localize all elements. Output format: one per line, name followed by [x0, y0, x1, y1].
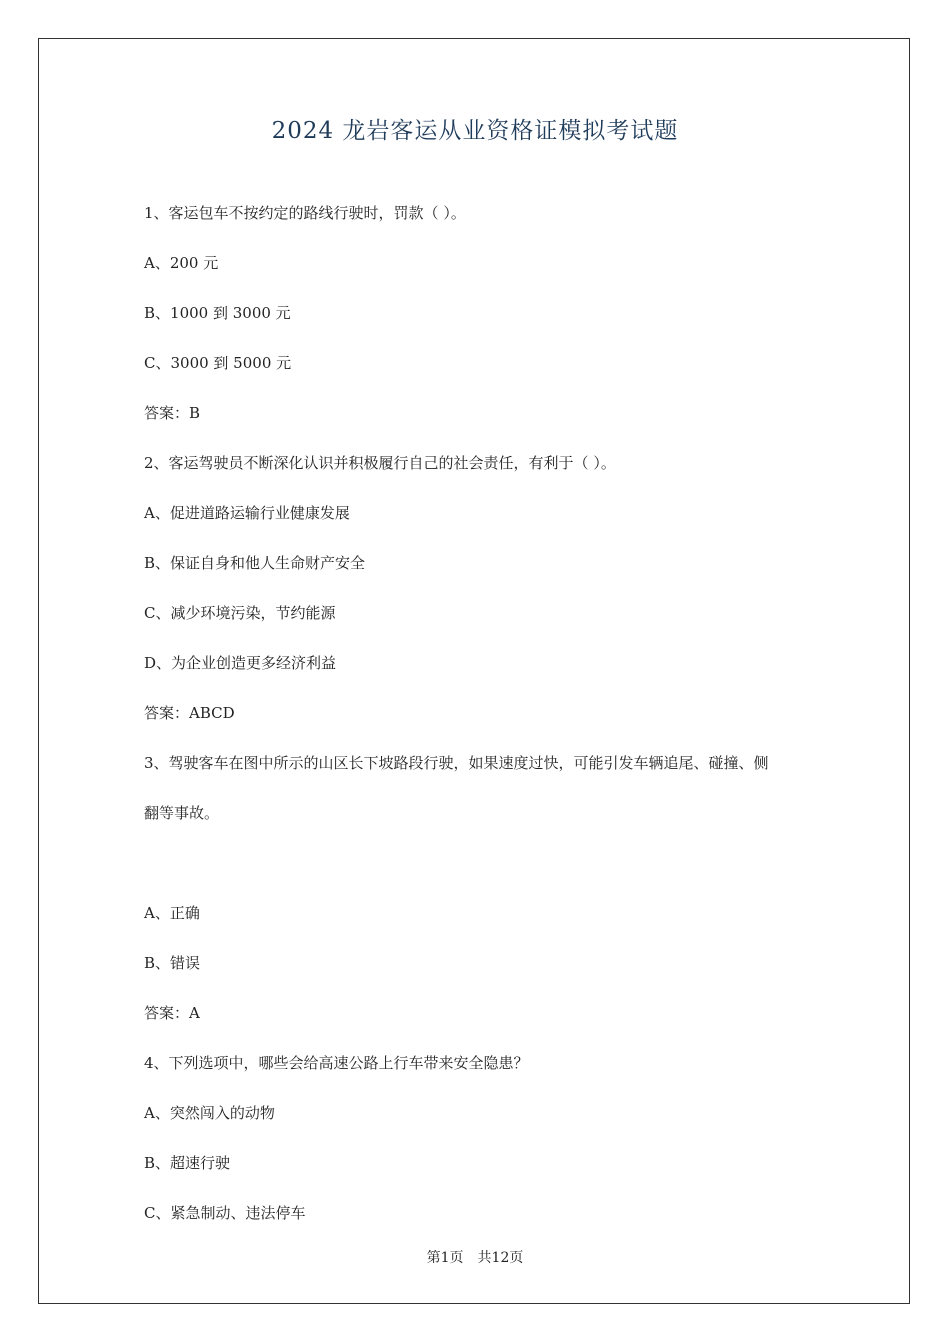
document-title: 2024 龙岩客运从业资格证模拟考试题	[271, 118, 679, 144]
question-2-stem: 2、客运驾驶员不断深化认识并积极履行自己的社会责任，有利于（ ）。	[144, 454, 616, 472]
question-1-option-a: A、200 元	[144, 254, 219, 272]
question-3-answer: 答案：A	[144, 1004, 200, 1022]
question-1-option-c: C、3000 到 5000 元	[144, 354, 292, 372]
question-4-option-c: C、紧急制动、违法停车	[144, 1204, 306, 1222]
question-3-image-placeholder	[144, 851, 824, 901]
question-4-option-a: A、突然闯入的动物	[144, 1104, 275, 1122]
question-1-answer: 答案：B	[144, 404, 201, 422]
question-3-option-b: B、错误	[144, 954, 201, 972]
question-1-option-b: B、1000 到 3000 元	[144, 304, 291, 322]
question-4-option-b: B、超速行驶	[144, 1154, 231, 1172]
question-3-option-a: A、正确	[144, 904, 200, 922]
question-3-stem	[144, 751, 824, 825]
question-2-option-c: C、减少环境污染，节约能源	[144, 604, 336, 622]
question-2-option-b: B、保证自身和他人生命财产安全	[144, 554, 366, 572]
question-2-option-a: A、促进道路运输行业健康发展	[144, 504, 350, 522]
question-2-option-d: D、为企业创造更多经济利益	[144, 654, 337, 672]
question-list	[144, 201, 824, 1251]
question-4-stem: 4、下列选项中，哪些会给高速公路上行车带来安全隐患？	[144, 1054, 529, 1072]
question-3-stem-line-2: 翻等事故。	[144, 804, 220, 822]
question-2-answer: 答案：ABCD	[144, 704, 235, 722]
question-3-stem-line-1: 3、驾驶客车在图中所示的山区长下坡路段行驶，如果速度过快，可能引发车辆追尾、碰撞、侧	[144, 754, 769, 772]
question-1-stem: 1、客运包车不按约定的路线行驶时，罚款（ ）。	[144, 204, 466, 222]
page-footer: 第1页 共12页	[426, 1250, 524, 1266]
